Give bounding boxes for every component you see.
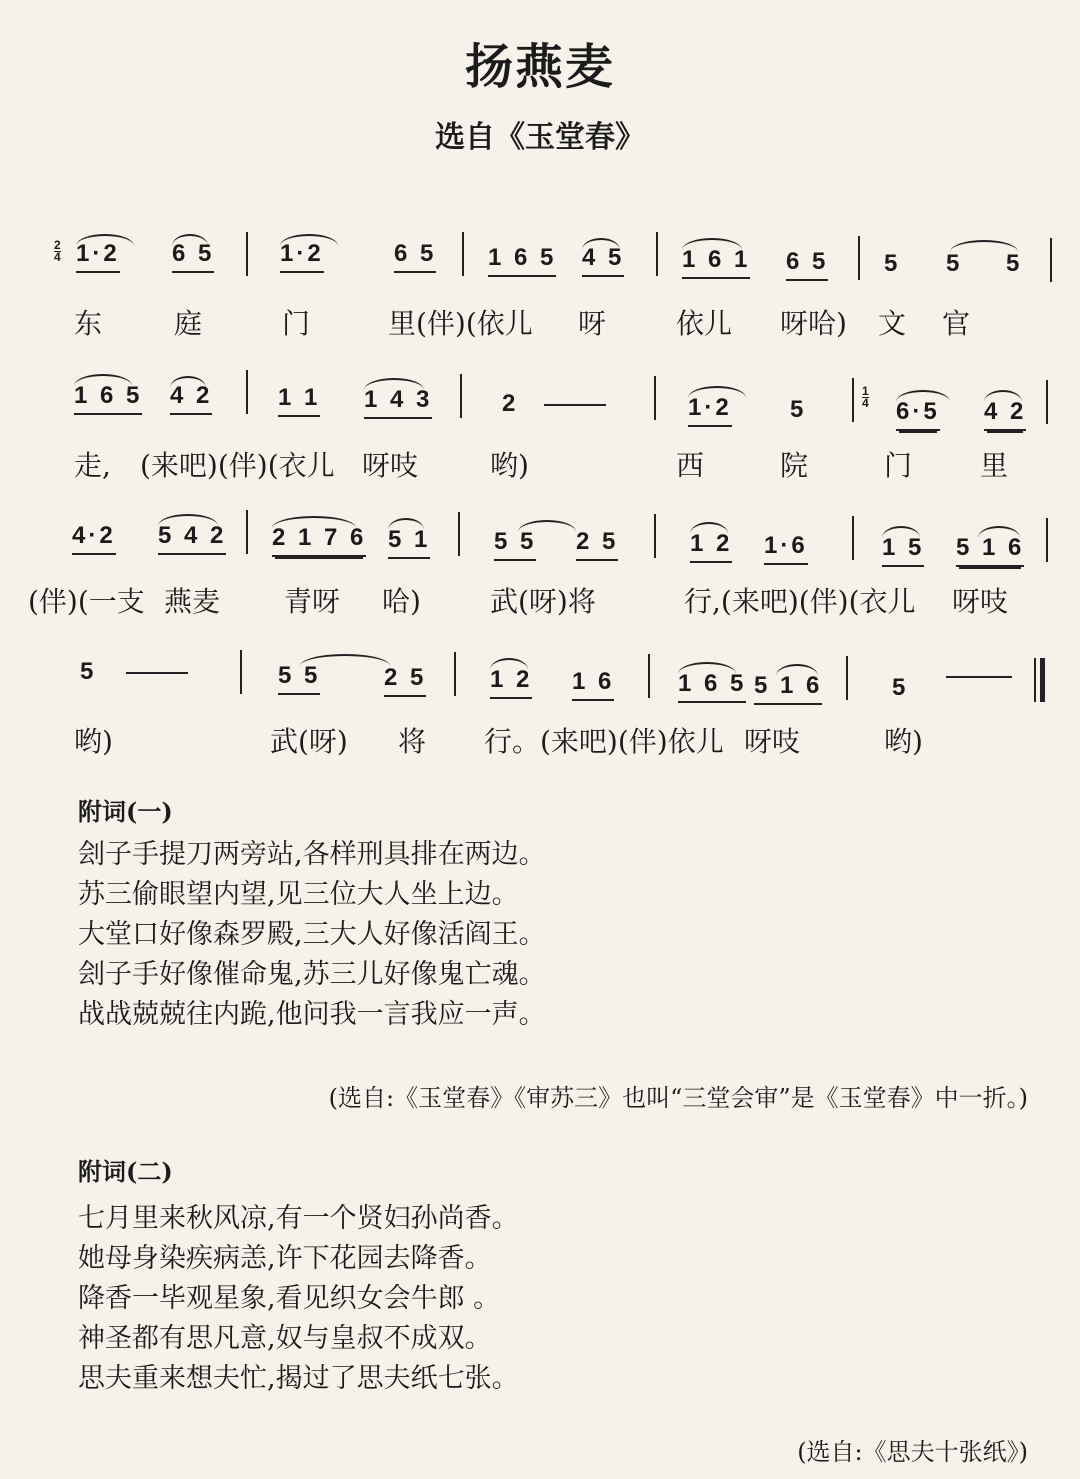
slur — [682, 238, 742, 250]
lyric: 门 — [884, 449, 913, 482]
slur — [776, 664, 818, 676]
lyric: 将 — [398, 725, 427, 758]
lyric: 武(呀) — [270, 725, 348, 758]
slur — [490, 658, 528, 670]
lyric: 呀吱 — [362, 449, 419, 482]
lyric: 哟) — [884, 725, 923, 758]
note-group: 1 6 5 — [678, 670, 746, 703]
note-group: 4 2 — [170, 382, 212, 415]
lyric: 青呀 — [284, 585, 341, 618]
barline — [656, 232, 658, 276]
appendix-1-line: 刽子手好像催命鬼,苏三儿好像鬼亡魂。 — [78, 959, 546, 990]
score-row-2-notes — [0, 370, 1080, 440]
lyric: 院 — [780, 449, 809, 482]
barline — [1046, 380, 1048, 424]
lyric: 武(呀)将 — [490, 585, 596, 618]
score-row-3-lyrics — [0, 580, 1080, 628]
lyric: 呀 — [578, 307, 607, 340]
lyric: 呀哈) — [780, 307, 847, 340]
slur — [158, 514, 218, 526]
note-group: 1·2 — [280, 240, 324, 273]
note-group: 5 1 — [388, 526, 430, 559]
score-row-1-notes — [0, 232, 1080, 302]
slur — [984, 390, 1022, 402]
barline — [846, 656, 848, 700]
note-group: 6 5 — [394, 240, 436, 273]
barline — [462, 232, 464, 276]
lyric: 呀吱 — [952, 585, 1009, 618]
note-group: 4 2 — [984, 398, 1026, 431]
barline — [654, 514, 656, 558]
lyric: (伴)(一支 — [28, 585, 145, 618]
score-row-2-lyrics — [0, 444, 1080, 492]
score-row-1-lyrics — [0, 302, 1080, 350]
appendix-2-line: 神圣都有思凡意,奴与皇叔不成双。 — [78, 1323, 492, 1354]
lyric: (来吧)(伴)(衣儿 — [140, 449, 335, 482]
barline — [246, 370, 248, 414]
lyric: 行。(来吧)(伴)依儿 — [484, 725, 724, 758]
note-group: 5 5 — [278, 662, 320, 695]
lyric: 哟) — [490, 449, 529, 482]
note-group: 1 6 5 — [74, 382, 142, 415]
barline — [858, 236, 860, 280]
note-group: 6 5 — [172, 240, 214, 273]
slur — [170, 376, 206, 388]
appendix-2-heading: 附词(二) — [78, 1157, 173, 1186]
note: 5 — [892, 674, 909, 701]
lyric: 东 — [74, 307, 103, 340]
slur — [690, 522, 728, 534]
appendix-2-line: 七月里来秋风凉,有一个贤妇孙尚香。 — [78, 1203, 519, 1234]
appendix-1-line: 战战兢兢往内跪,他问我一言我应一声。 — [78, 999, 546, 1030]
note: 5 — [884, 250, 901, 277]
slur — [582, 238, 620, 250]
note-group: 5 1 6 — [754, 672, 822, 705]
score-row-4-lyrics — [0, 720, 1080, 768]
score-row-4-notes — [0, 648, 1080, 718]
barline — [1050, 238, 1052, 282]
note-group: 2 5 — [576, 528, 618, 561]
appendix-1-source: (选自:《玉堂春》《审苏三》也叫“三堂会审”是《玉堂春》中一折。) — [328, 1084, 1028, 1112]
note: 2 — [502, 390, 519, 417]
appendix-2-line: 她母身染疾病恙,许下花园去降香。 — [78, 1243, 492, 1274]
note-group: 1·6 — [764, 532, 808, 565]
note-group: 1 6 5 — [488, 244, 556, 277]
lyric: 呀吱 — [744, 725, 801, 758]
note-group: 5 5 — [494, 528, 536, 561]
note-group: 1 2 — [690, 530, 732, 563]
score-row-3-notes — [0, 508, 1080, 578]
lyric: 文 — [878, 307, 907, 340]
note-group: 1 6 — [572, 668, 614, 701]
barline — [648, 654, 650, 698]
lyric: 依儿 — [676, 307, 733, 340]
appendix-1-line: 苏三偷眼望内望,见三位大人坐上边。 — [78, 879, 519, 910]
time-signature: 2 4 — [54, 238, 61, 264]
lyric: 官 — [942, 307, 971, 340]
page-title: 扬燕麦 — [464, 39, 615, 95]
note-group: 5 1 6 — [956, 534, 1024, 567]
page-subtitle: 选自《玉堂春》 — [435, 120, 645, 155]
appendix-2-line: 思夫重来想夫忙,揭过了思夫纸七张。 — [78, 1363, 519, 1394]
slur — [74, 374, 132, 386]
barline — [246, 232, 248, 276]
time-signature: 1 4 — [862, 384, 869, 410]
note-group: 6 5 — [786, 248, 828, 281]
dash — [126, 672, 188, 674]
lyric: 燕麦 — [164, 585, 221, 618]
barline — [852, 516, 854, 560]
barline — [246, 510, 248, 554]
lyric: 西 — [676, 449, 705, 482]
lyric: 里 — [980, 449, 1009, 482]
slur — [280, 234, 338, 246]
slur — [688, 386, 746, 398]
slur — [76, 234, 134, 246]
note-group: 1 5 — [882, 534, 924, 567]
lyric: 庭 — [174, 307, 203, 340]
slur — [518, 520, 576, 532]
note-group: 1 2 — [490, 666, 532, 699]
slur — [882, 526, 920, 538]
note-group: 1 4 3 — [364, 386, 432, 419]
slur — [896, 390, 950, 402]
final-barline — [1040, 658, 1045, 702]
barline — [1046, 518, 1048, 562]
appendix-1-heading: 附词(一) — [78, 797, 173, 826]
dash — [544, 404, 606, 406]
barline — [240, 650, 242, 694]
note-group: 1 1 — [278, 384, 320, 417]
lyric: 门 — [282, 307, 311, 340]
slur — [388, 518, 424, 530]
barline — [852, 378, 854, 422]
appendix-1-line: 大堂口好像森罗殿,三大人好像活阎王。 — [78, 919, 546, 950]
note: 5 — [790, 396, 807, 423]
appendix-2-line: 降香一毕观星象,看见织女会牛郎 。 — [78, 1283, 501, 1314]
barline — [458, 512, 460, 556]
note-group: 2 1 7 6 — [272, 524, 366, 557]
note-group: 1·2 — [76, 240, 120, 273]
lyric: 走, — [74, 449, 111, 482]
note-group: 4·2 — [72, 522, 116, 555]
lyric: 行,(来吧)(伴)(衣儿 — [684, 585, 916, 618]
note: 5 — [80, 658, 97, 685]
appendix-2-source: (选自:《思夫十张纸》) — [797, 1438, 1028, 1466]
lyric: 哈) — [382, 585, 421, 618]
note-group: 5 4 2 — [158, 522, 226, 555]
barline — [1034, 658, 1036, 702]
barline — [654, 376, 656, 420]
lyric: 哟) — [74, 725, 113, 758]
slur — [364, 378, 424, 390]
barline — [460, 374, 462, 418]
note: 5 — [1006, 250, 1023, 277]
note-group: 1 6 1 — [682, 246, 750, 279]
slur — [172, 234, 208, 246]
note: 5 — [946, 250, 963, 277]
slur — [272, 516, 356, 528]
appendix-1-line: 刽子手提刀两旁站,各样刑具排在两边。 — [78, 839, 546, 870]
lyric: 里(伴)(依儿 — [388, 307, 533, 340]
dash — [946, 676, 1012, 678]
barline — [454, 652, 456, 696]
slur — [978, 526, 1020, 538]
slur — [300, 654, 390, 666]
note-group: 1·2 — [688, 394, 732, 427]
slur — [678, 662, 736, 674]
note-group: 6·5 — [896, 398, 940, 431]
note-group: 2 5 — [384, 664, 426, 697]
note-group: 4 5 — [582, 244, 624, 277]
